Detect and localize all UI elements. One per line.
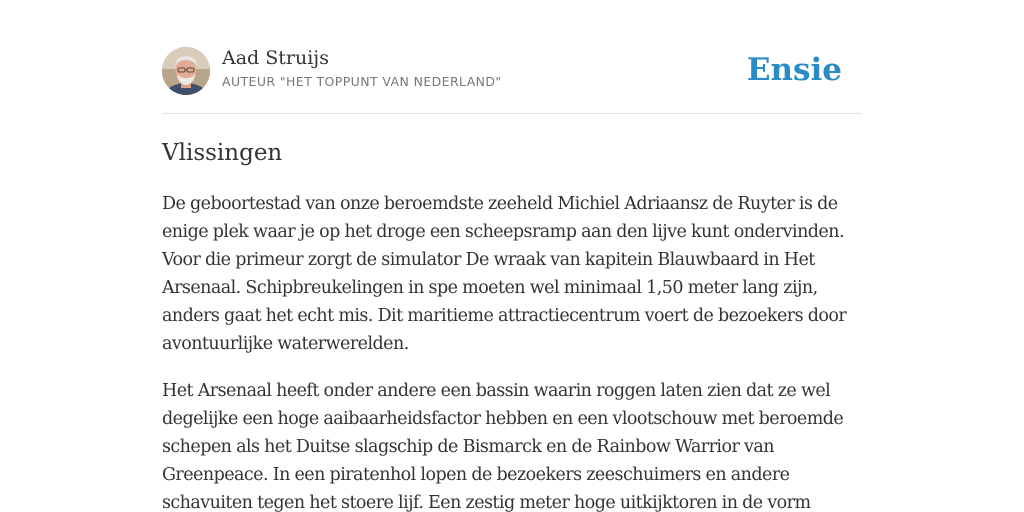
author-name[interactable]: Aad Struijs: [222, 47, 329, 69]
paragraph-line: degelijke een hoge aaibaarheidsfactor hebben en een vlootschouw met beroemde: [162, 409, 844, 429]
article-title: Vlissingen: [162, 140, 283, 166]
article-header: [162, 46, 862, 114]
paragraph-line: avontuurlijke waterwerelden.: [162, 334, 409, 354]
article-body: [162, 190, 862, 512]
author-avatar[interactable]: [162, 47, 210, 95]
paragraph-line: Greenpeace. In een piratenhol lopen de bezoekers zeeschuimers en andere: [162, 465, 790, 485]
paragraph-line: Arsenaal. Schipbreukelingen in spe moeten wel minimaal 1,50 meter lang zijn,: [162, 278, 818, 298]
ensie-logo-link[interactable]: Ensie: [746, 52, 842, 88]
paragraph-line: De geboortestad van onze beroemdste zeeheld Michiel Adriaansz de Ruyter is de: [162, 194, 838, 214]
paragraph-line: enige plek waar je op het droge een scheepsramp aan den lijve kunt ondervinden.: [162, 222, 844, 242]
article-paragraph: [162, 377, 862, 512]
author-portrait-icon: [162, 47, 210, 95]
paragraph-line: anders gaat het echt mis. Dit maritieme attractiecentrum voert de bezoekers door: [162, 306, 847, 326]
author-title: AUTEUR "HET TOPPUNT VAN NEDERLAND": [222, 74, 502, 89]
article-paragraph: [162, 190, 862, 358]
paragraph-line: Voor die primeur zorgt de simulator De wraak van kapitein Blauwbaard in Het: [162, 250, 815, 270]
paragraph-line: schepen als het Duitse slagschip de Bismarck en de Rainbow Warrior van: [162, 437, 774, 457]
paragraph-line: schavuiten tegen het stoere lijf. Een zestig meter hoge uitkijktoren in de vorm: [162, 493, 811, 512]
paragraph-line: Het Arsenaal heeft onder andere een bassin waarin roggen laten zien dat ze wel: [162, 381, 831, 401]
